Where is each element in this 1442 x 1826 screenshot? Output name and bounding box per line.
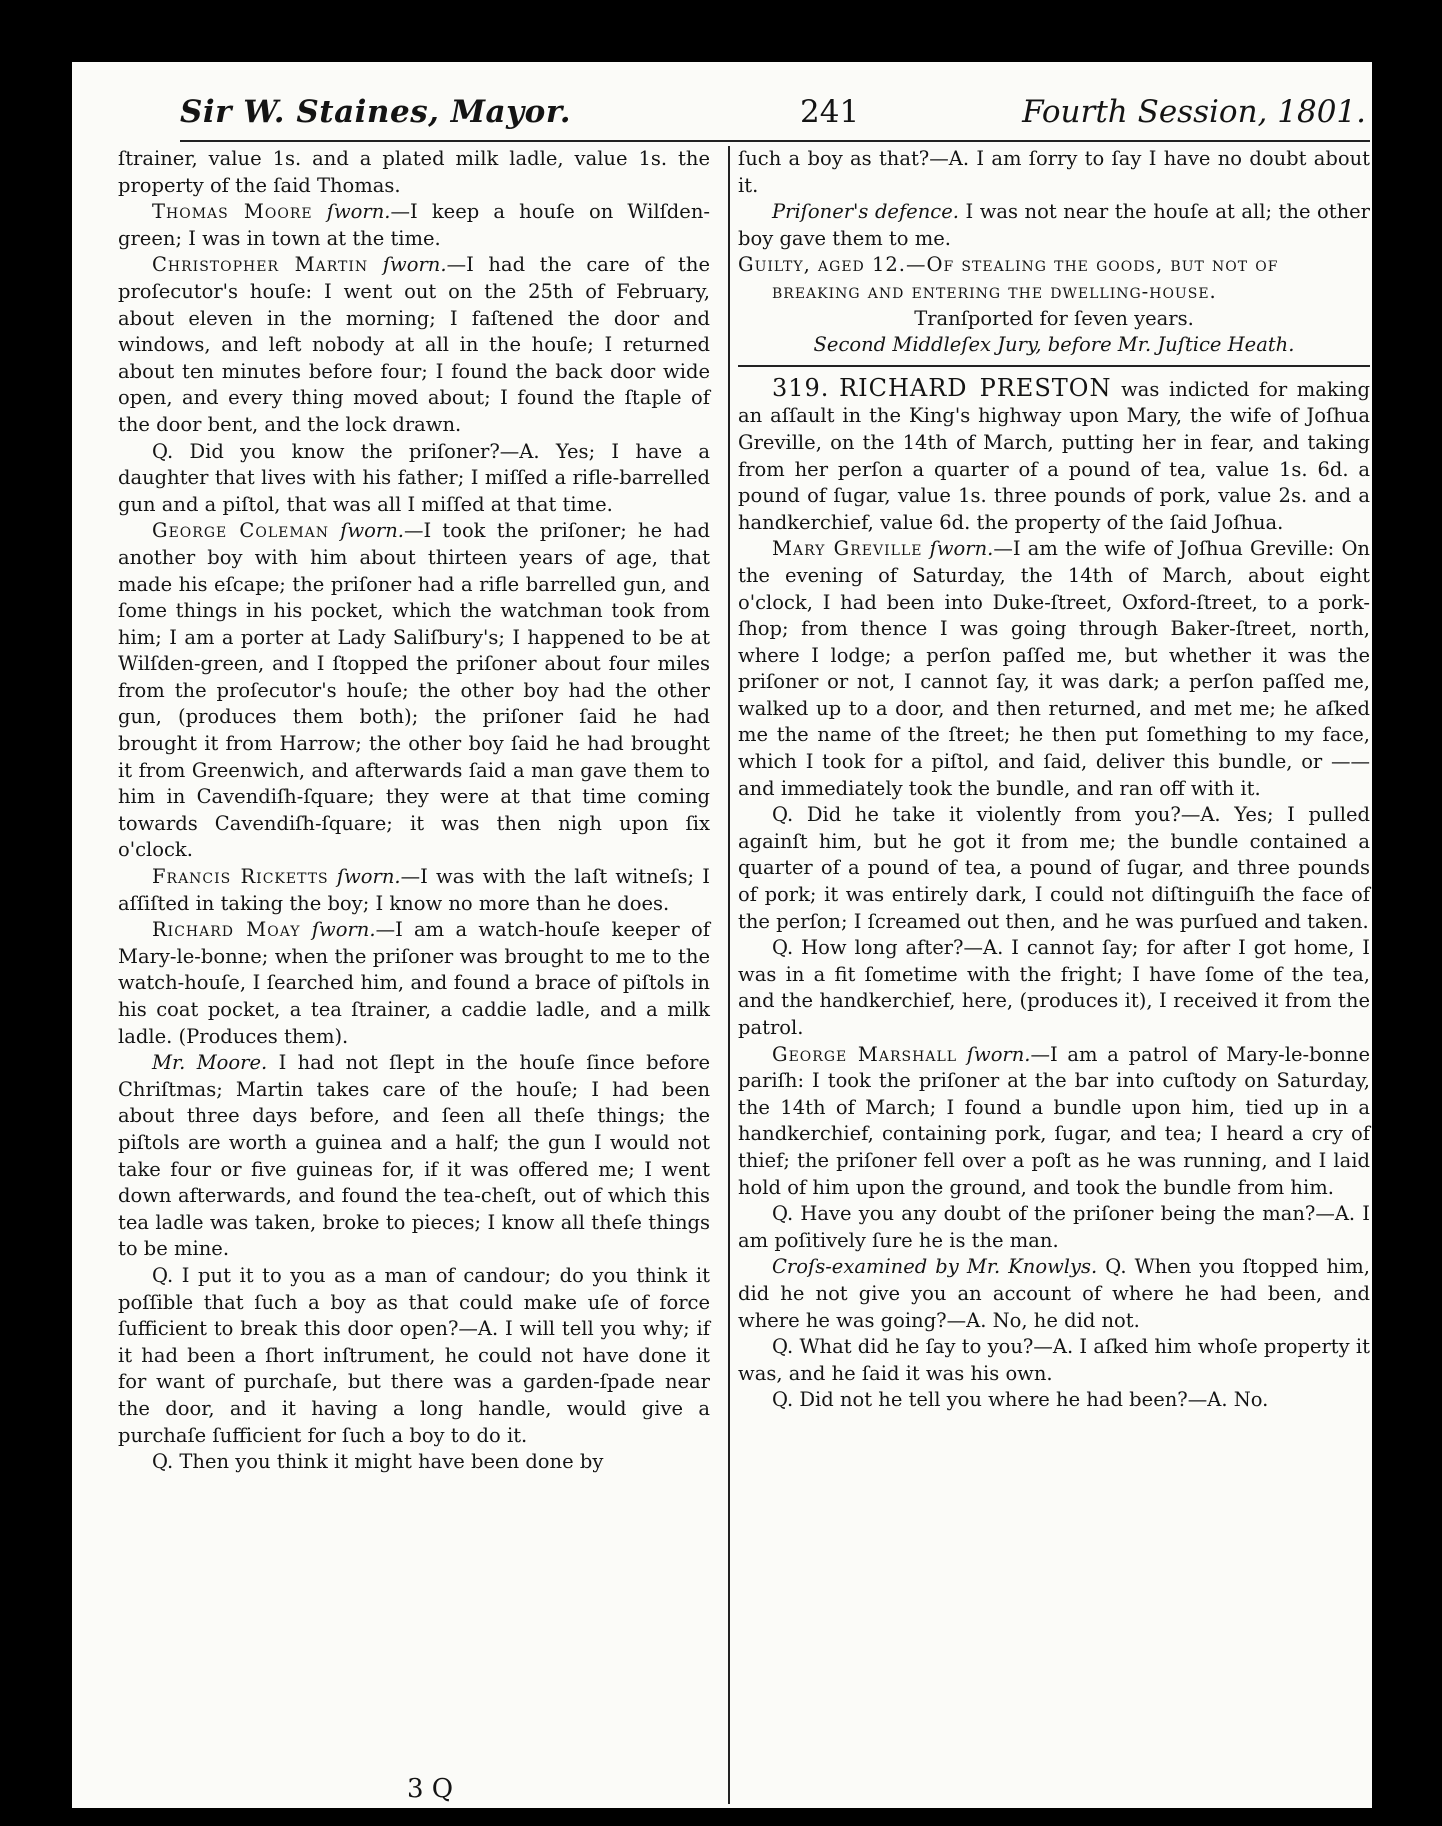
- right-column: [738, 146, 1370, 1414]
- testimony-paragraph: Francis Ricketts ſworn.—I was with the laſt witneſs; I aſſiſted in taking the boy; I know no more than he does.: [118, 865, 710, 915]
- defence-label: Priſoner's defence.: [772, 200, 959, 224]
- question-paragraph: Q. Did you know the priſoner?—A. Yes; I have a daughter that lives with his father; I miſſed a rifle-barrelled gun and a piſtol, that was all I miſſed at that time.: [118, 439, 710, 516]
- paragraph: ſtrainer, value 1s. and a plated milk ladle, value 1s. the property of the ſaid Thomas.: [118, 147, 710, 197]
- witness-name: Mary Greville: [772, 537, 923, 561]
- witness-name: Thomas Moore: [152, 200, 313, 224]
- question-paragraph: Q. Did not he tell you where he had been?—A. No.: [772, 1388, 1269, 1412]
- signature-mark: 3 Q: [407, 1774, 454, 1804]
- sentence: Tranſported for ſeven years.: [914, 306, 1194, 330]
- question-paragraph: Q. Then you think it might have been done by: [152, 1450, 604, 1474]
- witness-name: Richard Moay: [152, 918, 301, 942]
- question-paragraph: Q. How long after?—A. I cannot ſay; for after I got home, I was in a fit ſometime with the fright; I have ſome of the tea, and the handkerchief, here, (produces it), I received it from the patrol.: [738, 936, 1370, 1039]
- defendant-name: RICHARD PRESTON: [839, 373, 1112, 402]
- header-session: Fourth Session, 1801.: [1022, 94, 1366, 130]
- question-paragraph: Q. Did he take it violently from you?—A. Yes; I pulled againſt him, but he got it from me; the bundle contained a quarter of a pound of tea, a pound of ſugar, and three pounds of pork; it was entirely dark, I could not diſtinguiſh the face of the perſon; I ſcreamed out then, and he was purſued and taken.: [738, 803, 1370, 933]
- header-mayor: Sir W. Staines, Mayor.: [180, 94, 572, 130]
- case-number: 319.: [772, 373, 830, 402]
- cross-examination-paragraph: Croſs-examined by Mr. Knowlys. Q. When you ſtopped him, did he not give you an account of where he had been, and where he was going?—A. No, he did not.: [738, 1255, 1370, 1332]
- cross-examination-label: Croſs-examined by Mr. Knowlys.: [772, 1255, 1098, 1279]
- witness-name: George Marshall: [772, 1042, 958, 1066]
- section-rule: [738, 365, 1370, 367]
- defence-paragraph: Priſoner's defence. I was not near the houſe at all; the other boy gave them to me.: [738, 200, 1370, 250]
- indictment-paragraph: 319. RICHARD PRESTON was indicted for making an aſſault in the King's highway upon Mary, the wife of Joſhua Greville, on the 14th of March, putting her in fear, and taking from her perſon a quarter of a pound of tea, value 1s. 6d. a pound of ſugar, value 1s. three pounds of pork, value 2s. and a handkerchief, value 6d. the property of the ſaid Joſhua.: [738, 373, 1371, 534]
- testimony-paragraph: Thomas Moore ſworn.—I keep a houſe on Wilſden-green; I was in town at the time.: [118, 200, 710, 250]
- testimony-paragraph: George Coleman ſworn.—I took the priſoner; he had another boy with him about thirteen years of age, that made his eſcape; the priſoner had a rifle barrelled gun, and ſome things in his pocket, which the watchman took from him; I am a porter at Lady Saliſbury's; I happened to be at Wilſden-green, and I ſtopped the priſoner about four miles from the proſecutor's houſe; the other boy had the other gun, (produces them both); the priſoner ſaid he had brought it from Harrow; the other boy ſaid he had brought it from Greenwich, and afterwards ſaid a man gave them to him in Cavendiſh-ſquare; they were at that time coming towards Cavendiſh-ſquare; it was then nigh upon ſix o'clock.: [118, 519, 710, 862]
- paragraph: ſuch a boy as that?—A. I am ſorry to ſay I have no doubt about it.: [738, 147, 1370, 197]
- testimony-paragraph: Mr. Moore. I had not ſlept in the houſe ſince before Chriſtmas; Martin takes care of the houſe; I had been about three days before, and ſeen all theſe things; the piſtols are worth a guinea and a half; the gun I would not take four or five guineas for, if it was offered me; I went down afterwards, and found the tea-cheſt, out of which this tea ladle was taken, broke to pieces; I know all theſe things to be mine.: [118, 1051, 710, 1261]
- column-divider: [728, 146, 730, 1804]
- witness-name: Christopher Martin: [152, 253, 369, 277]
- witness-name: Francis Ricketts: [152, 865, 329, 889]
- testimony-paragraph: George Marshall ſworn.—I am a patrol of Mary-le-bonne pariſh: I took the priſoner at the bar into cuſtody on Saturday, the 14th of March; I found a bundle upon him, tied up in a handkerchief, containing pork, ſugar, and tea; I heard a cry of thief; the priſoner fell over a poſt as he was running, and I laid hold of him upon the ground, and took the bundle from him.: [738, 1042, 1370, 1199]
- left-column: [118, 146, 710, 1476]
- question-paragraph: Q. I put it to you as a man of candour; do you think it poſſible that ſuch a boy as that could make uſe of force ſufficient to break this door open?—A. I will tell you why; if it had been a ſhort inſtrument, he could not have done it for want of purchaſe, but there was a garden-ſpade near the door, and it having a long handle, would give a purchaſe ſufficient for ſuch a boy to do it.: [118, 1263, 710, 1447]
- testimony-paragraph: Richard Moay ſworn.—I am a watch-houſe keeper of Mary-le-bonne; when the priſoner was brought to me to the watch-houſe, I ſearched him, and found a brace of piſtols in his coat pocket, a tea ſtrainer, a caddie ladle, and a milk ladle. (Produces them).: [118, 918, 710, 1048]
- running-header: [180, 92, 1370, 142]
- question-paragraph: Q. Have you any doubt of the priſoner being the man?—A. I am poſitively ſure he is the man.: [738, 1202, 1370, 1252]
- document-page: [72, 62, 1372, 1808]
- question-paragraph: Q. What did he ſay to you?—A. I aſked him whoſe property it was, and he ſaid it was his own.: [738, 1335, 1370, 1385]
- jury-line: Second Middleſex Jury, before Mr. Juſtice Heath.: [813, 333, 1295, 357]
- header-rule: [180, 140, 1370, 142]
- witness-name: Mr. Moore.: [152, 1051, 268, 1075]
- testimony-paragraph: Christopher Martin ſworn.—I had the care of the proſecutor's houſe: I went out on the 25th of February, about eleven in the morning; I faſtened the door and windows, and left nobody at all in the houſe; I returned about ten minutes before four; I found the back door wide open, and every thing moved about; I found the ſtaple of the door bent, and the lock drawn.: [118, 253, 710, 436]
- testimony-paragraph: Mary Greville ſworn.—I am the wife of Joſhua Greville: On the evening of Saturday, the 14th of March, about eight o'clock, I had been into Duke-ſtreet, Oxford-ſtreet, to a pork-ſhop; from thence I was going through Baker-ſtreet, north, where I lodge; a perſon paſſed me, but whether it was the priſoner or not, I cannot ſay, it was dark; a perſon paſſed me, walked up to a door, and then returned, and met me; he aſked me the name of the ſtreet; he then put ſomething to my face, which I took for a piſtol, and ſaid, deliver this bundle, or —— and immediately took the bundle, and ran off with it.: [738, 537, 1370, 800]
- page-number: 241: [800, 94, 860, 130]
- witness-name: George Coleman: [152, 519, 330, 543]
- verdict: Guilty, aged 12.—Of ſtealing the goods, but not of breaking and entering the dwelling-houſe.: [738, 253, 1279, 303]
